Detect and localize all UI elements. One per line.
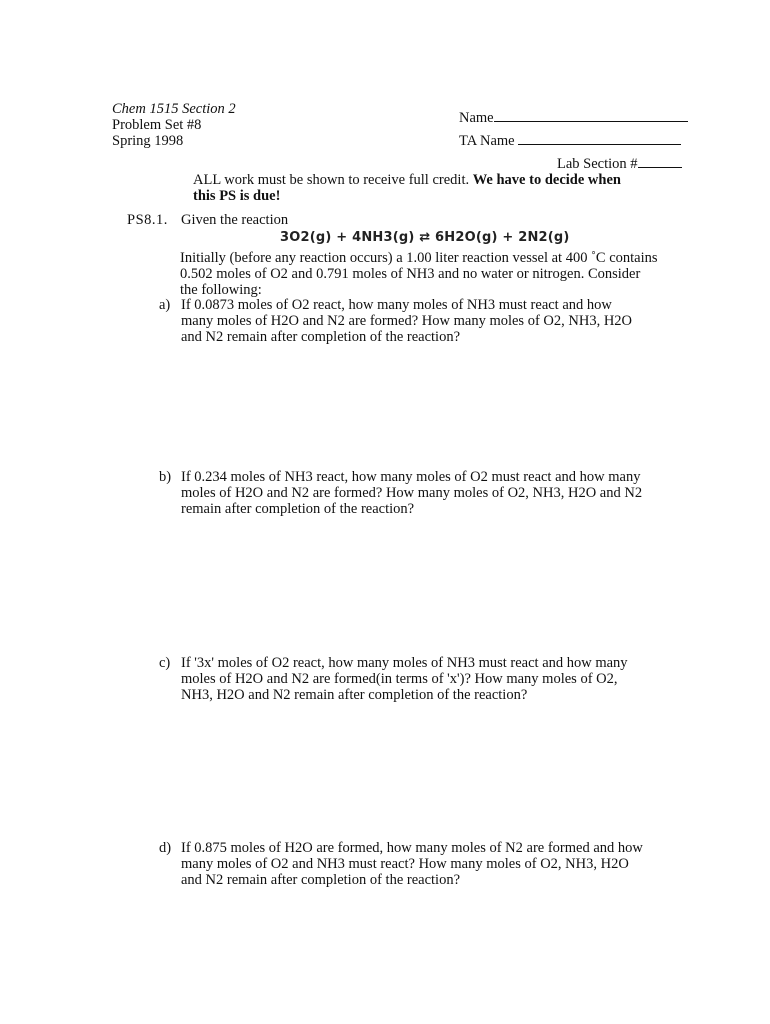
part-a-text: [181, 297, 632, 345]
term: Spring 1998: [112, 133, 184, 149]
lab-section-blank[interactable]: [638, 156, 682, 168]
intro-line-3: the following:: [180, 282, 262, 298]
part-d-label: d): [159, 840, 172, 856]
part-c-line-1: If '3x' moles of O2 react, how many moles of NH3 must react and how many: [181, 655, 628, 671]
part-b-label: b): [159, 469, 172, 485]
part-a-line-3: and N2 remain after completion of the reaction?: [181, 329, 461, 345]
part-c-line-3: NH3, H2O and N2 remain after completion of the reaction?: [181, 687, 528, 703]
name-blank[interactable]: [494, 110, 688, 122]
instructions-bold-1: We have to decide when: [472, 172, 621, 188]
part-a-label: a): [159, 297, 171, 313]
problem-number: PS8.1.: [127, 212, 168, 228]
problem-set-title: Problem Set #8: [112, 117, 202, 133]
ta-name-field[interactable]: [459, 133, 681, 149]
part-c-label: c): [159, 655, 171, 671]
lab-section-label: Lab Section #: [557, 156, 638, 172]
intro-line-2: 0.502 moles of O2 and 0.791 moles of NH3 and no water or nitrogen. Consider: [180, 266, 641, 282]
problem-intro: [180, 250, 658, 298]
part-d-line-2: many moles of O2 and NH3 must react? How many moles of O2, NH3, H2O: [181, 856, 629, 872]
reaction-equation: 3O2(g) + 4NH3(g) ⇄ 6H2O(g) + 2N2(g): [280, 230, 570, 245]
instructions-line-1: [193, 172, 621, 188]
lab-section-field[interactable]: [557, 156, 682, 172]
name-label: Name: [459, 110, 494, 126]
part-c-line-2: moles of H2O and N2 are formed(in terms of 'x')? How many moles of O2,: [181, 671, 618, 687]
part-a-line-2: many moles of H2O and N2 are formed? How many moles of O2, NH3, H2O: [181, 313, 633, 329]
instructions-line-2: this PS is due!: [193, 188, 281, 204]
part-b-line-1: If 0.234 moles of NH3 react, how many moles of O2 must react and how many: [181, 469, 641, 485]
instructions-normal: ALL work must be shown to receive full credit.: [193, 172, 470, 188]
part-c-text: [181, 655, 628, 703]
part-d-line-1: If 0.875 moles of H2O are formed, how many moles of N2 are formed and how: [181, 840, 643, 856]
course-title: Chem 1515 Section 2: [112, 101, 236, 117]
part-b-line-3: remain after completion of the reaction?: [181, 501, 415, 517]
part-b-line-2: moles of H2O and N2 are formed? How many moles of O2, NH3, H2O and N2: [181, 485, 643, 501]
part-a-line-1: If 0.0873 moles of O2 react, how many moles of NH3 must react and how: [181, 297, 612, 313]
intro-line-1: Initially (before any reaction occurs) a 1.00 liter reaction vessel at 400 ˚C contains: [180, 250, 658, 266]
name-field[interactable]: [459, 110, 688, 126]
part-d-line-3: and N2 remain after completion of the reaction?: [181, 872, 461, 888]
part-d-text: [181, 840, 643, 888]
ta-name-label: TA Name: [459, 133, 515, 149]
problem-given: Given the reaction: [181, 212, 289, 228]
ta-name-blank[interactable]: [518, 133, 681, 145]
part-b-text: [181, 469, 642, 517]
